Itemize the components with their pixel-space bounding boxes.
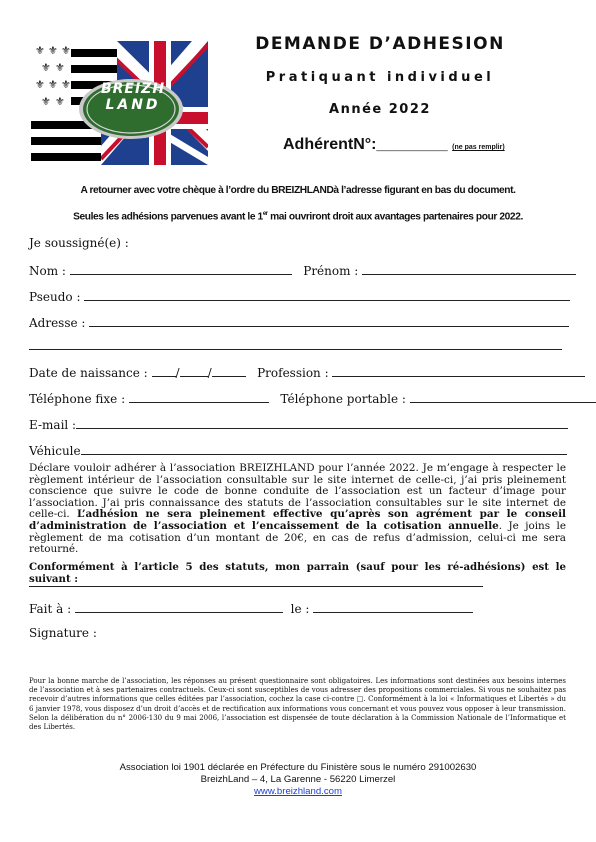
svg-text:⚜: ⚜ [35, 44, 45, 57]
email-row [29, 416, 568, 432]
instruction-deadline: Seules les adhésions parvenues avant le 1er mai ouvriront droit aux avantages partenaires pour 2022. [73, 211, 523, 223]
fait-row [29, 600, 473, 616]
member-number-row [283, 136, 505, 154]
footer-association: Association loi 1901 déclarée en Préfecture du Finistère sous le numéro 291002630 [119, 762, 477, 773]
declaration-paragraph: Déclare vouloir adhérer à l’association BREIZHLAND pour l’année 2022. Je m’engage à respecter le règlement intérieur de l’association consultable sur le site internet de celle-ci, j’ai pris pleinement conscience que suivre le code de bonne conduite de l’association est un facteur d’image pour l’association. J’ai pris connaissance des statuts de l’association consultables sur le site internet de celle-ci. L’adhésion ne sera pleinement effective qu’après son agrément par le conseil d’administration de l’association et l’encaissement de la cotisation annuelle. Je joins le règlement de ma cotisation d’un montant de 20€, en cas de refus d’admission, celui-ci me sera retourné. [29, 462, 566, 556]
footer-address: BreizhLand – 4, La Garenne - 56220 Limerzel [200, 774, 396, 785]
declaration-bold: L’adhésion ne sera pleinement effective qu’après son agrément par le conseil d’administration de l’association et l’encaissement de la cotisation annuelle [29, 508, 566, 532]
email-label: E-mail : [29, 418, 77, 432]
svg-text:⚜: ⚜ [55, 61, 65, 74]
nom-label: Nom : [29, 264, 66, 278]
svg-text:⚜: ⚜ [35, 78, 45, 91]
pseudo-label: Pseudo : [29, 290, 81, 304]
prenom-field[interactable] [362, 262, 576, 275]
birth-month-field[interactable] [180, 364, 208, 377]
le-label: le : [290, 602, 310, 616]
vehicule-row [29, 442, 567, 458]
soussigne-label: Je soussigné(e) : [29, 236, 129, 250]
pseudo-row [29, 288, 570, 304]
privacy-notice: Pour la bonne marche de l’association, les réponses au présent questionnaire sont obligatoires. Les informations sont destinées aux besoins internes de l’association et à ses partenaires contractuels. Ceux-ci sont susceptibles de vous adresser des propositions commerciales. Si vous ne souhaitez pas recevoir d’autres informations que celles éditées par l’association, cochez la case ci-contre □. Conformément à la loi « Informatiques et Libertés » du 6 janvier 1978, vous disposez d’un droit d’accès et de rectification aux informations vous concernant et vous pouvez vous opposer à leur transmission. Selon la délibération du n° 2006-130 du 9 mai 2006, l’association est dispensée de toute déclaration à la Commission Nationale de l’Informatique et des Libertés. [29, 677, 566, 732]
naissance-label: Date de naissance : [29, 366, 148, 380]
parrain-statement: Conformément à l’article 5 des statuts, mon parrain (sauf pour les ré-adhésions) est le suivant : [29, 561, 566, 585]
svg-text:⚜: ⚜ [61, 44, 71, 57]
svg-text:⚜: ⚜ [48, 78, 58, 91]
logo-text-breizh: BREIZH [100, 81, 166, 97]
svg-text:⚜: ⚜ [41, 61, 51, 74]
instruction-return: A retourner avec votre chèque à l’ordre du BREIZHLANDà l’adresse figurant en bas du document. [80, 185, 516, 196]
tel-portable-field[interactable] [410, 390, 596, 403]
pseudo-field[interactable] [84, 288, 570, 301]
svg-text:⚜: ⚜ [55, 95, 65, 108]
date-field[interactable] [313, 600, 473, 613]
email-field[interactable] [76, 416, 568, 429]
member-number-note: (ne pas remplir) [452, 144, 505, 151]
logo-text-land: LAND [105, 97, 161, 113]
adresse-row [29, 314, 569, 330]
member-number-label: AdhérentN°: [283, 136, 377, 153]
year-line: Année 2022 [329, 102, 431, 117]
prenom-label: Prénom : [303, 264, 359, 278]
adresse-field[interactable] [89, 314, 569, 327]
page-title: DEMANDE D’ADHESION [255, 34, 505, 54]
profession-field[interactable] [332, 364, 585, 377]
svg-text:⚜: ⚜ [61, 78, 71, 91]
profession-label: Profession : [257, 366, 329, 380]
tel-fixe-field[interactable] [129, 390, 269, 403]
telephone-row [29, 390, 596, 406]
footer-website-link[interactable]: www.breizhland.com [254, 786, 342, 797]
signature-label: Signature : [29, 626, 97, 640]
birth-year-field[interactable] [212, 364, 246, 377]
name-row [29, 262, 576, 278]
breizhland-logo [31, 41, 208, 165]
vehicule-label: Véhicule [29, 444, 81, 458]
vehicule-field[interactable] [81, 442, 567, 455]
birth-day-field[interactable] [152, 364, 176, 377]
naissance-row: Date de naissance : / / Profession : [29, 364, 585, 380]
parrain-field[interactable] [29, 586, 483, 587]
adresse-label: Adresse : [29, 316, 86, 330]
fait-a-field[interactable] [75, 600, 283, 613]
svg-text:⚜: ⚜ [48, 44, 58, 57]
tel-fixe-label: Téléphone fixe : [29, 392, 126, 406]
footer [0, 762, 596, 798]
page-subtitle: Pratiquant individuel [265, 70, 495, 85]
fait-a-label: Fait à : [29, 602, 72, 616]
adresse-field-line2[interactable] [29, 349, 562, 350]
nom-field[interactable] [70, 262, 292, 275]
member-number-blank: ________ [376, 136, 448, 153]
svg-text:⚜: ⚜ [41, 95, 51, 108]
tel-portable-label: Téléphone portable : [280, 392, 406, 406]
